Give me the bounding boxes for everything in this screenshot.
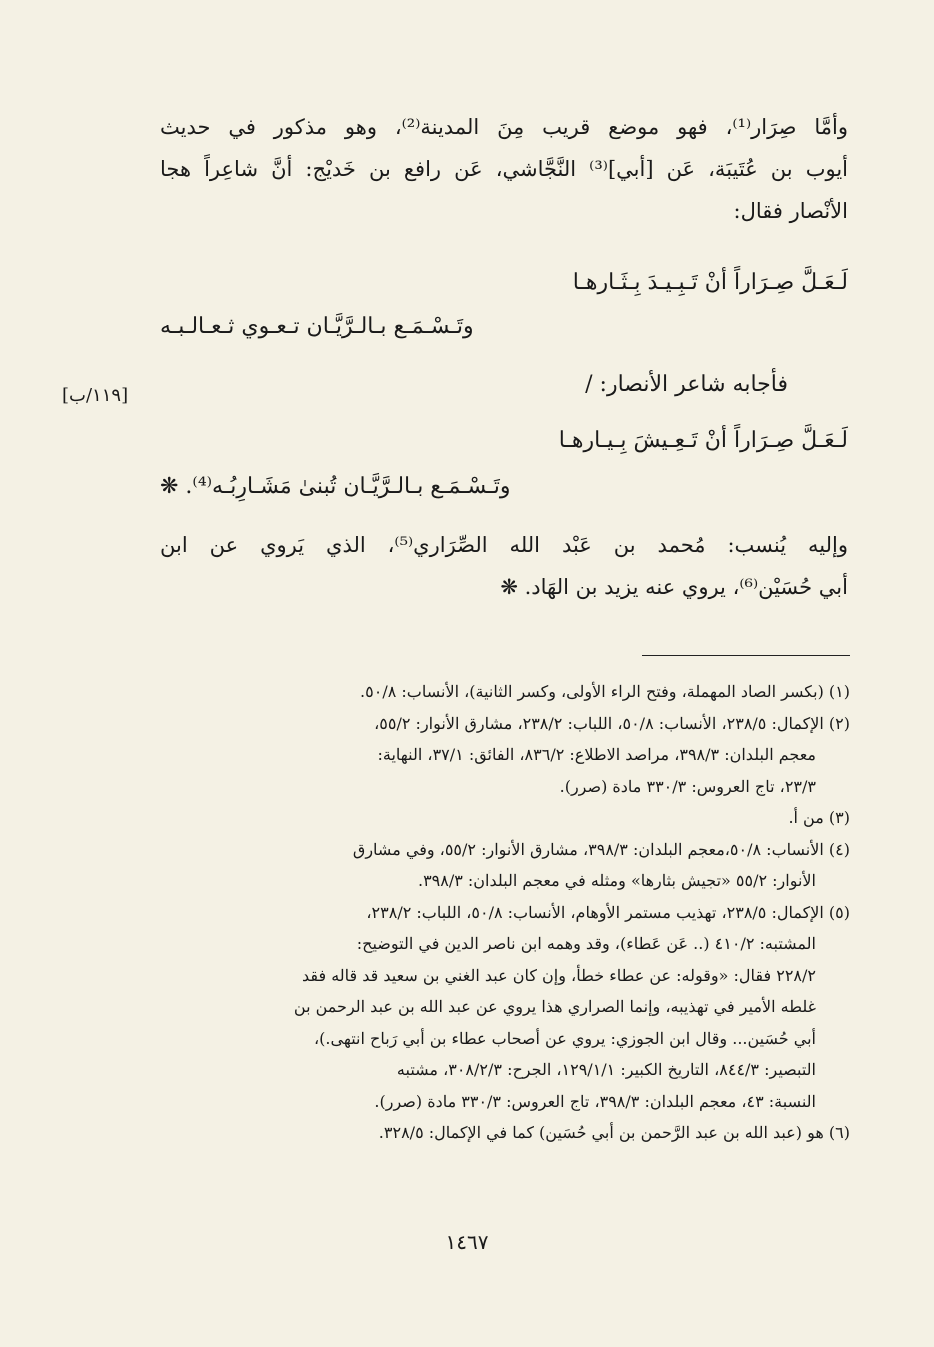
footnote-3 <box>160 802 850 834</box>
footnote-text: النسبة: ٤٣، معجم البلدان: ٣٩٨/٣، تاج العروس: ٣٣٠/٣ مادة (صرر). <box>374 1091 816 1111</box>
footnote-separator <box>642 655 850 656</box>
footnote-text: أبي حُسَين... وقال ابن الجوزي: يروي عن أصحاب عطاء بن أبي رَباح انتهى.)، <box>313 1028 816 1048</box>
footnote-4 <box>160 834 850 897</box>
footnotes <box>160 676 850 1149</box>
footnote-2 <box>160 708 850 803</box>
text-line: وأمَّا صِرَار⁽¹⁾، فهو موضع قريب مِنَ المدينة⁽²⁾، وهو مذكور في حديث <box>160 115 848 139</box>
response-line: فأجابه شاعر الأنصار: / <box>585 372 788 397</box>
footnote-text: من أ. <box>788 808 824 827</box>
footnote-number: (٥) <box>828 902 850 922</box>
footnote-text: ٢٣/٣، تاج العروس: ٣٣٠/٣ مادة (صرر). <box>559 776 816 796</box>
body-paragraph-2 <box>160 524 848 608</box>
verse-1-hemistich-1: لَـعَـلَّ صِـرَاراً أنْ تَـبِـيـدَ بِـثَـارهـا <box>572 270 848 295</box>
verse-2-hemistich-2: وتَـسْـمَـع بـالـرَّيَّـان تُبنىٰ مَشَـارِبُـه⁽⁴⁾. ❋ <box>160 474 511 499</box>
manuscript-folio-ref: [١١٩/ب] <box>62 385 129 406</box>
verse-1-hemistich-2: وتَـسْـمَـع بـالـرَّيَّـان تـعـوي ثـعـالـبـه <box>160 314 474 339</box>
text-line: أيوب بن عُتَيبَة، عَن [أبي]⁽³⁾ النَّجَّاشي، عَن رافع بن خَديْج: أنَّ شاعِراً هجا <box>160 157 848 181</box>
verse-2-hemistich-1: لَـعَـلَّ صِـرَاراً أنْ تَـعِـيشَ بِـيـارهـا <box>558 428 848 453</box>
body-paragraph-1 <box>160 106 848 232</box>
page-number: ١٤٦٧ <box>445 1230 489 1254</box>
footnote-text: الإكمال: ٢٣٨/٥، الأنساب: ٥٠/٨، اللباب: ٢٣٨/٢، مشارق الأنوار: ٥٥/٢، <box>374 713 824 733</box>
footnote-1 <box>160 676 850 708</box>
footnote-number: (٢) <box>828 713 850 733</box>
footnote-text: التبصير: ٨٤٤/٣، التاريخ الكبير: ١٢٩/١/١، الجرح: ٣٠٨/٢/٣، مشتبه <box>396 1060 816 1079</box>
footnote-text: الأنوار: ٥٥/٢ «تجيش بثارها» ومثله في معجم البلدان: ٣٩٨/٣. <box>417 871 816 890</box>
footnote-text: (بكسر الصاد المهملة، وفتح الراء الأولى، وكسر الثانية)، الأنساب: ٥٠/٨. <box>360 682 824 701</box>
footnote-text: معجم البلدان: ٣٩٨/٣، مراصد الاطلاع: ٨٣٦/٢، الفائق: ٣٧/١، النهاية: <box>377 745 816 764</box>
footnote-number: (١) <box>828 682 850 701</box>
footnote-text: المشتبه: ٤١٠/٢ (.. عَن عَطاء)، وقد وهمه ابن ناصر الدين في التوضيح: <box>356 934 816 953</box>
text-line: أبي حُسَيْن⁽⁶⁾، يروي عنه يزيد بن الهَاد. ❋ <box>500 575 848 599</box>
footnote-number: (٤) <box>828 839 850 859</box>
footnote-number: (٣) <box>828 808 850 827</box>
footnote-text: ٢٢٨/٢ فقال: «وقوله: عن عطاء خطأ، وإن كان عبد الغني بن سعيد قد قاله فقد <box>301 965 816 985</box>
footnote-text: الأنساب: ٥٠/٨،معجم البلدان: ٣٩٨/٣، مشارق الأنوار: ٥٥/٢، وفي مشارق <box>352 839 824 859</box>
text-line: الأنْصار فقال: <box>733 199 848 223</box>
footnote-text: الإكمال: ٢٣٨/٥، تهذيب مستمر الأوهام، الأنساب: ٥٠/٨، اللباب: ٢٣٨/٢، <box>366 902 824 922</box>
footnote-number: (٦) <box>828 1123 850 1142</box>
text-line: وإليه يُنسب: مُحمد بن عَبْد الله الصِّرَاري⁽⁵⁾، الذي يَروي عن ابن <box>160 533 848 557</box>
footnote-6 <box>160 1117 850 1149</box>
footnote-text: هو (عبد الله بن عبد الرَّحمن بن أبي حُسَين) كما في الإكمال: ٣٢٨/٥. <box>378 1123 824 1142</box>
footnote-text: غلطه الأمير في تهذيبه، وإنما الصراري هذا يروي عن عبد الله بن عبد الرحمن بن <box>293 997 816 1016</box>
footnote-5 <box>160 897 850 1118</box>
